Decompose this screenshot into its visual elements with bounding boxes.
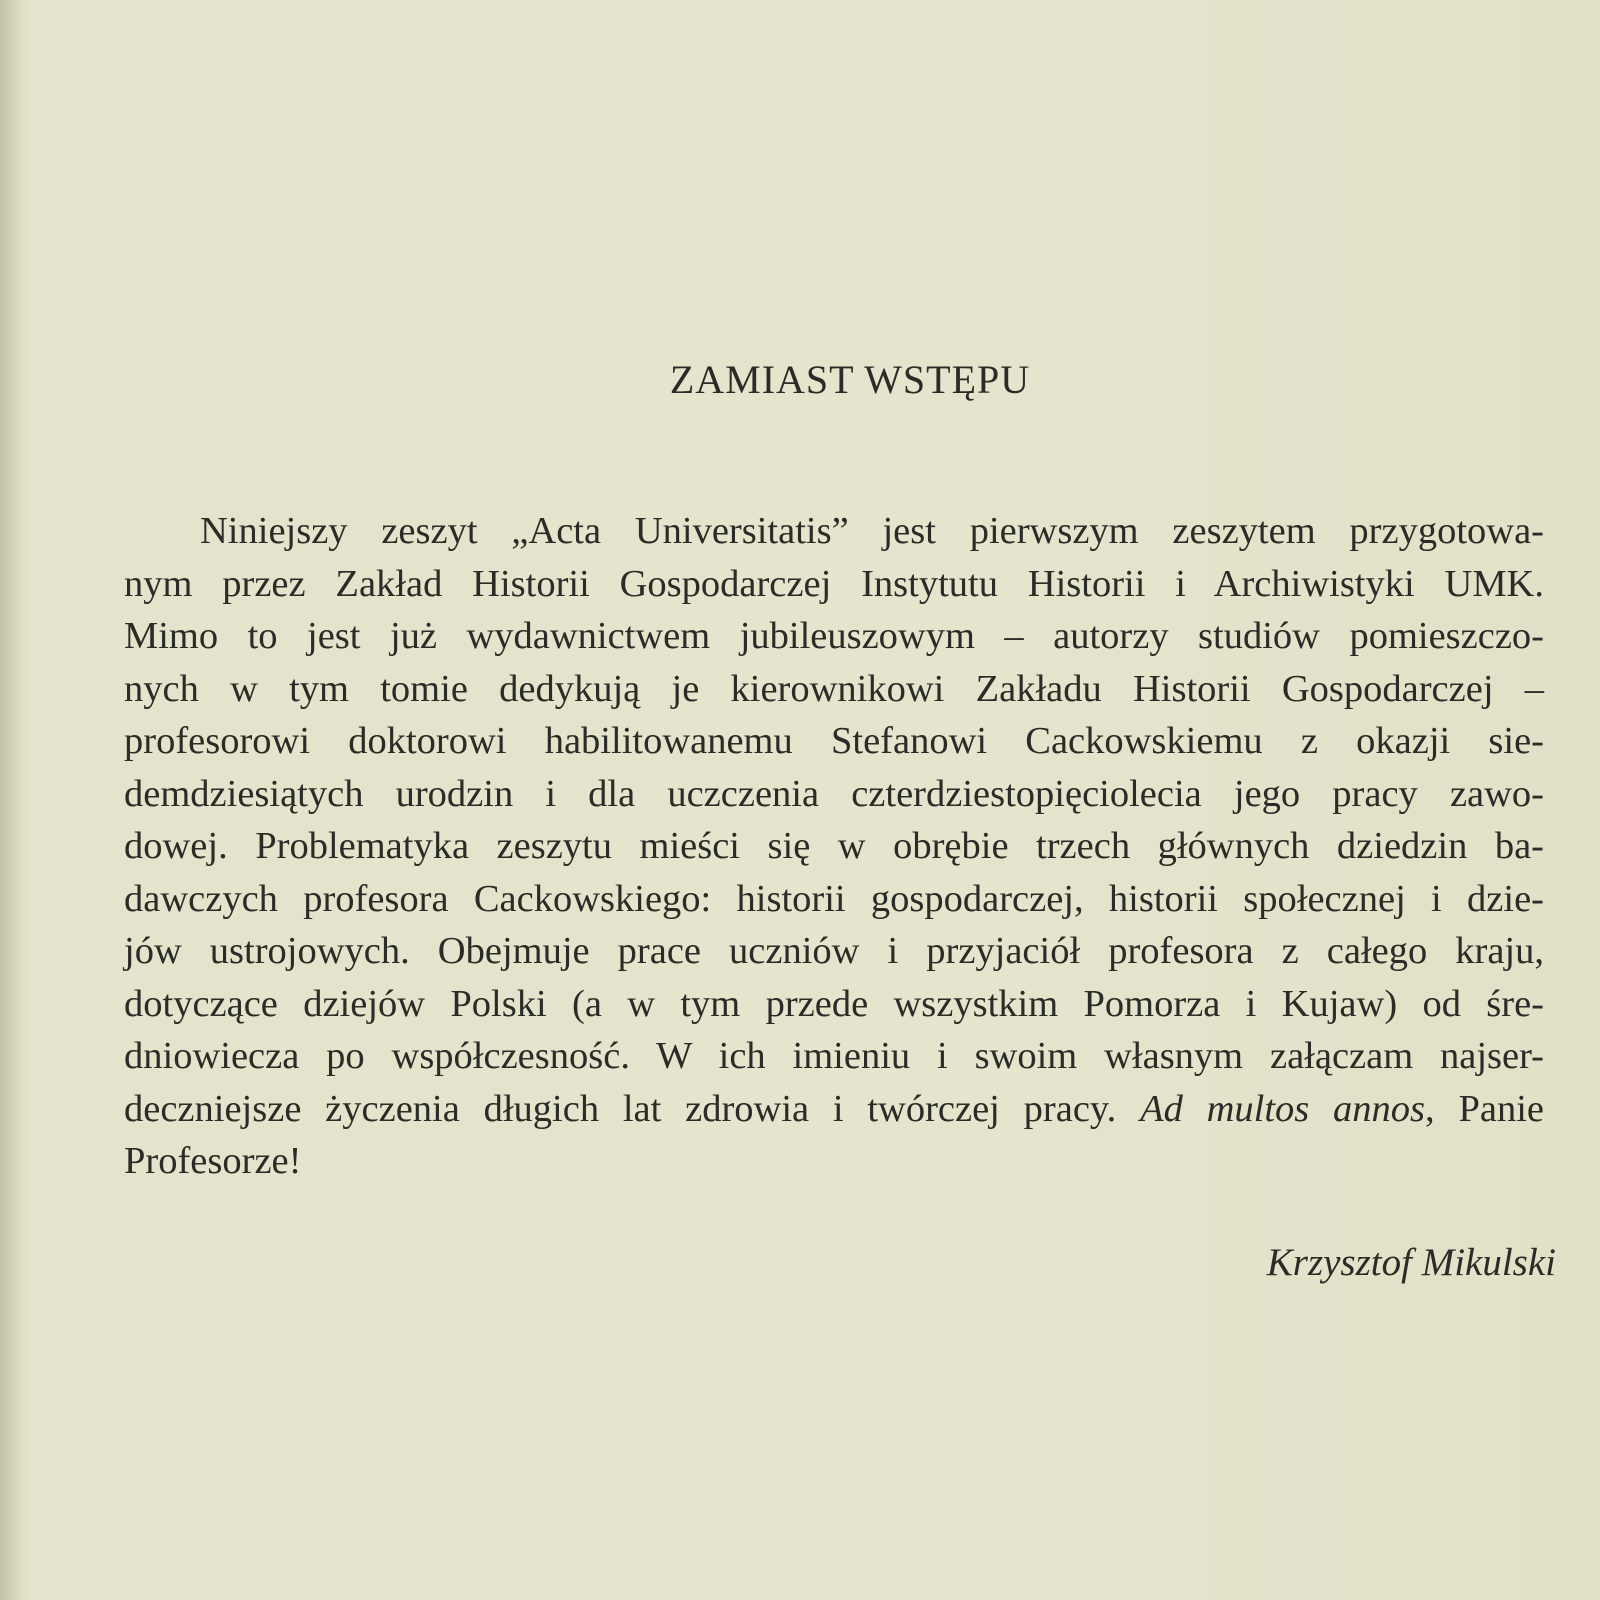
paragraph-line: dotyczące dziejów Polski (a w tym przede wszystkim Pomorza i Kujaw) od śre- — [124, 982, 1544, 1025]
paragraph-line: dowej. Problematyka zeszytu mieści się w obrębie trzech głównych dziedzin ba- — [124, 825, 1544, 867]
paragraph-line: nych w tym tomie dedykują je kierownikowi Zakładu Historii Gospodarczej – — [124, 667, 1544, 710]
paragraph-line: demdziesiątych urodzin i dla uczczenia czterdziestopięciolecia jego pracy zawo- — [124, 772, 1544, 815]
paragraph-line: nym przez Zakład Historii Gospodarczej Instytutu Historii i Archiwistyki UMK. — [124, 562, 1544, 605]
paragraph-line-final: Profesorze! — [124, 1140, 302, 1182]
paragraph-line: Niniejszy zeszyt „Acta Universitatis” jest pierwszym zeszytem przygotowa- — [200, 510, 1544, 552]
paragraph-line: profesorowi doktorowi habilitowanemu Stefanowi Cackowskiemu z okazji sie- — [124, 720, 1544, 762]
body-paragraph — [124, 505, 1544, 1188]
paragraph-line-closing — [124, 1083, 1544, 1136]
author-signature: Krzysztof Mikulski — [1266, 1241, 1556, 1284]
paragraph-line: Mimo to jest już wydawnictwem jubileuszowym – autorzy studiów pomieszczo- — [124, 615, 1544, 657]
paragraph-line: dniowiecza po współczesność. W ich imieniu i swoim własnym załączam najser- — [124, 1035, 1544, 1077]
paragraph-line: dawczych profesora Cackowskiego: historii gospodarczej, historii społecznej i dzie- — [124, 877, 1544, 920]
spine-shadow — [0, 0, 22, 1600]
paragraph-line: jów ustrojowych. Obejmuje prace uczniów i przyjaciół profesora z całego kraju, — [124, 930, 1544, 972]
latin-phrase: Ad multos annos — [1140, 1087, 1426, 1130]
closing-text: deczniejsze życzenia długich lat zdrowia i twórczej pracy. — [124, 1087, 1141, 1130]
closing-rest: , Panie — [1425, 1087, 1544, 1130]
page-title: ZAMIAST WSTĘPU — [669, 357, 1031, 402]
